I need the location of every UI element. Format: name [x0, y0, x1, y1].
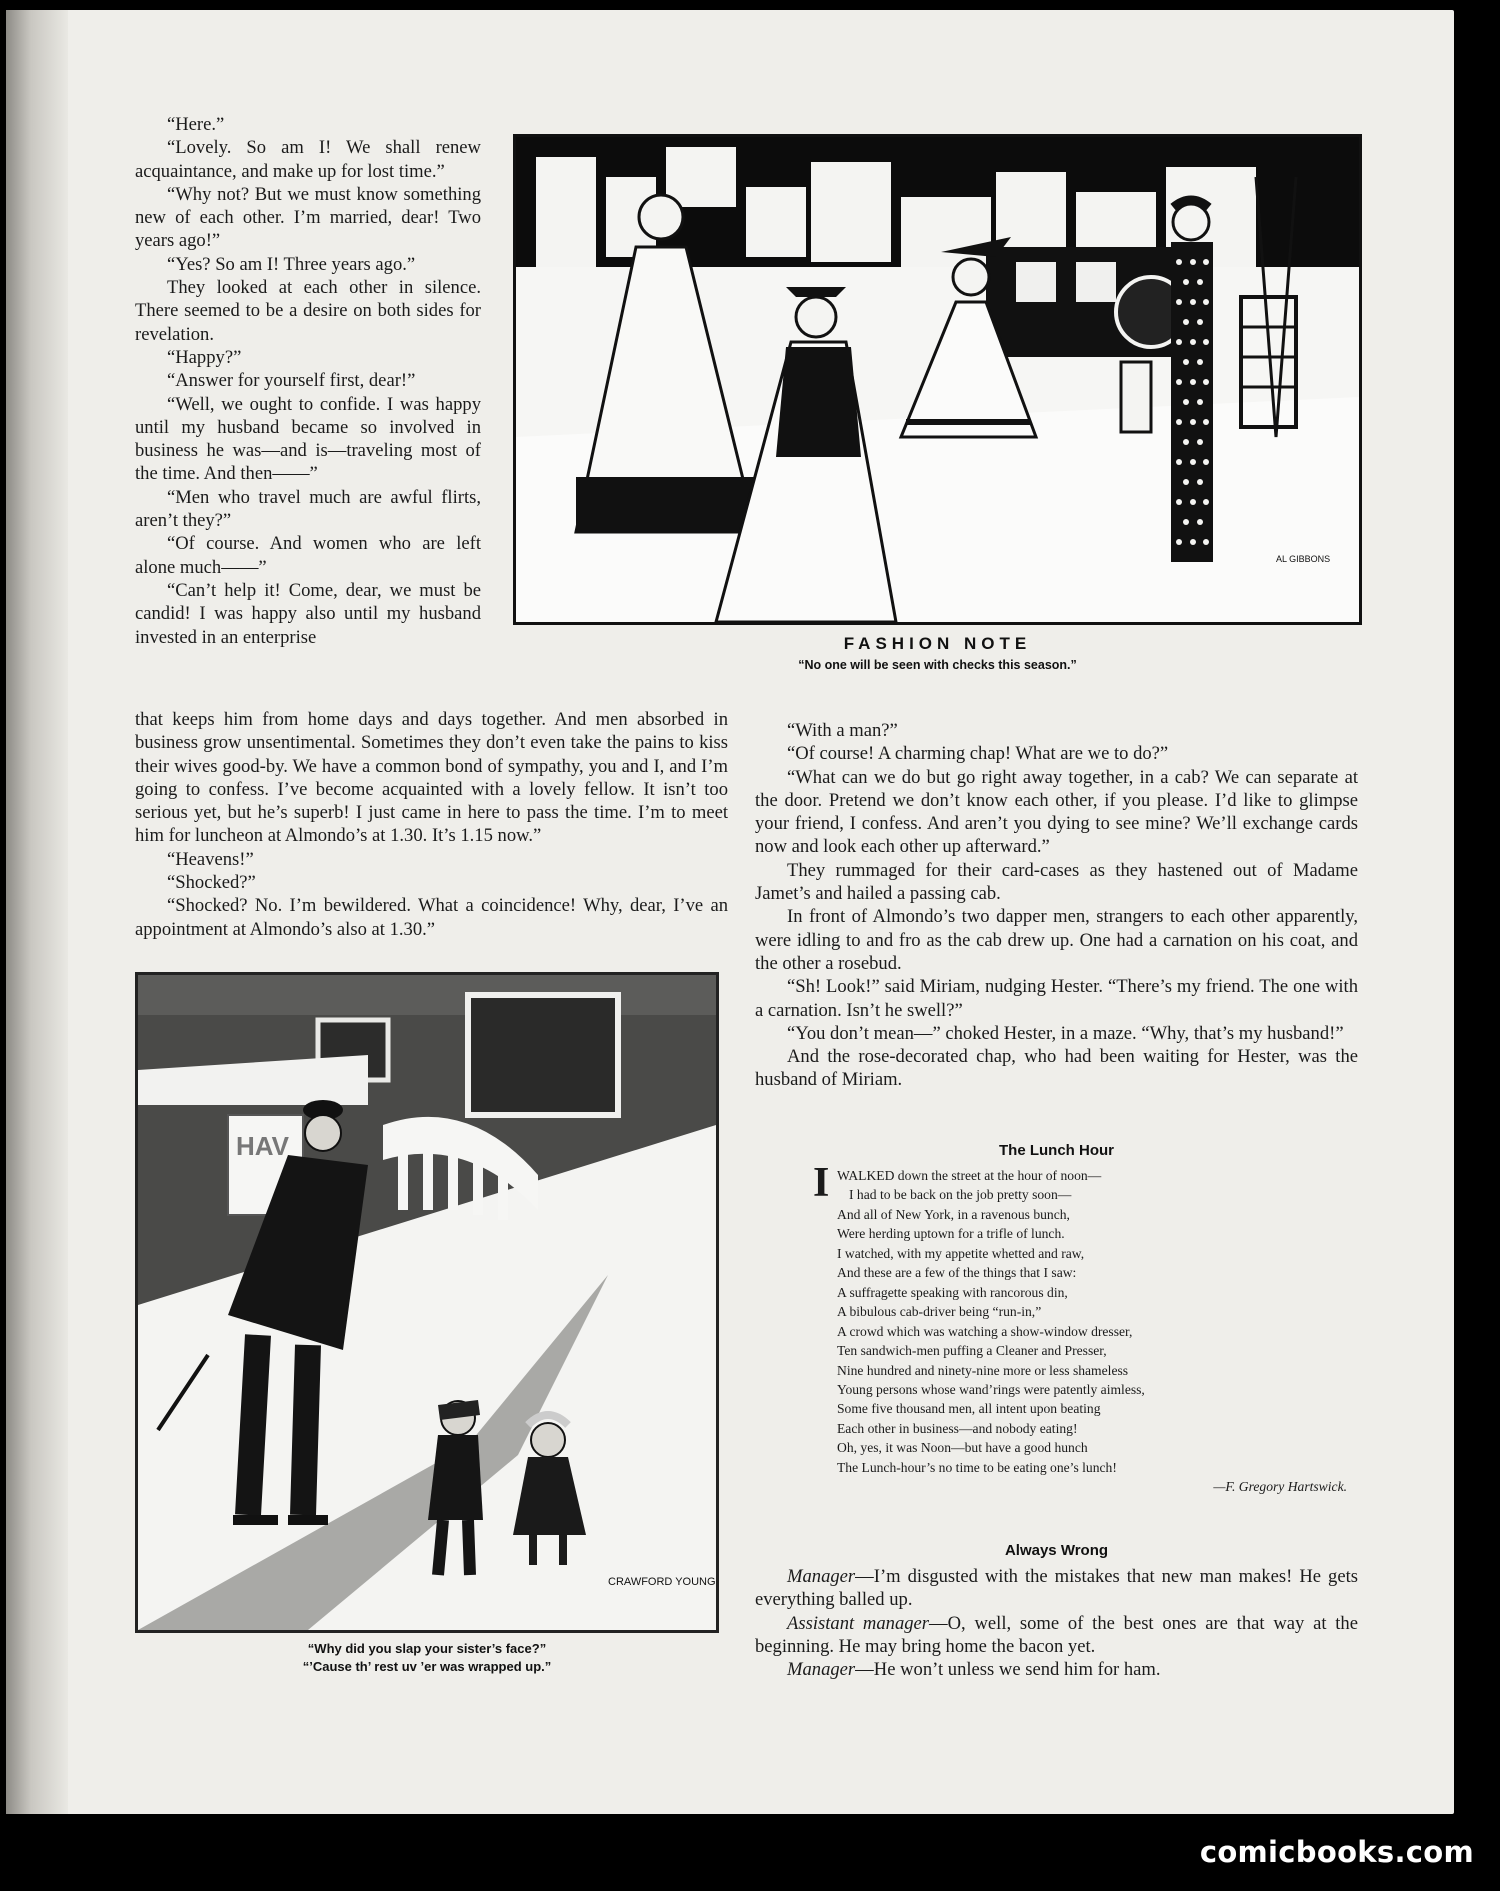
poem-line: A suffragette speaking with rancorous din,: [837, 1284, 1068, 1300]
story-paragraph: “Happy?”: [167, 346, 242, 368]
winter-signature: CRAWFORD YOUNG: [608, 1576, 716, 1588]
story-paragraph: “You don’t mean—” choked Hester, in a maze. “Why, that’s my husband!”: [787, 1022, 1344, 1044]
winter-caption: [135, 1640, 719, 1676]
story-paragraph: “Heavens!”: [167, 848, 254, 870]
story-column-right: [755, 719, 1358, 1092]
poem-line: Were herding uptown for a trifle of lunch.: [837, 1226, 1065, 1242]
poem-line: Ten sandwich-men puffing a Cleaner and Presser,: [837, 1343, 1107, 1359]
wall-sign-text: HAV: [236, 1131, 289, 1161]
winter-illustration: [135, 972, 719, 1633]
poem-line: I had to be back on the job pretty soon—: [849, 1187, 1072, 1203]
story-paragraph: “Yes? So am I! Three years ago.”: [167, 253, 416, 275]
poem-line: I WALKED down the street at the hour of noon—: [813, 1160, 1102, 1206]
story-paragraph: that keeps him from home days and days together. And men absorbed in business grow unsentimental. Sometimes they don’t even take the pains to kiss their wives good-by. We have a common bond of sympathy, you and I, and I’m going to confess. I’ve become acquainted with a lovely fellow. It isn’t too serious yet, but he’s superb! I just came in here to pass the time. I’m to meet him for luncheon at Almondo’s at 1.30. It’s 1.15 now.”: [135, 709, 728, 847]
story-paragraph: “Sh! Look!” said Miriam, nudging Hester. “There’s my friend. The one with a carnation. Isn’t he swell?”: [755, 976, 1358, 1021]
fashion-caption-text: “No one will be seen with checks this season.”: [798, 658, 1077, 672]
fashion-drawing: [516, 137, 1359, 622]
winter-drawing: [138, 975, 716, 1630]
story-paragraph: “Shocked? No. I’m bewildered. What a coincidence! Why, dear, I’ve an appointment at Almondo’s also at 1.30.”: [135, 895, 728, 940]
story-paragraph: “Lovely. So am I! We shall renew acquaintance, and make up for lost time.”: [135, 137, 481, 182]
poem-line: I watched, with my appetite whetted and raw,: [837, 1245, 1085, 1261]
joke-line: Manager—He won’t unless we send him for ham.: [787, 1659, 1161, 1681]
fashion-signature: AL GIBBONS: [1276, 554, 1331, 564]
poem-title: The Lunch Hour: [999, 1142, 1114, 1159]
story-paragraph: They rummaged for their card-cases as they hastened out of Madame Jamet’s and hailed a passing cab.: [755, 859, 1358, 905]
story-paragraph: “With a man?”: [787, 720, 898, 741]
story-paragraph: “Answer for yourself first, dear!”: [167, 370, 416, 392]
story-paragraph: “Shocked?”: [167, 872, 256, 894]
poem-line: Young persons whose wand’rings were patently aimless,: [837, 1381, 1145, 1397]
story-column-left: [135, 113, 481, 649]
joke-line: Assistant manager—O, well, some of the best ones are that way at the beginning. He may bring home the bacon yet.: [755, 1612, 1358, 1657]
fashion-caption-title: FASHION NOTE: [843, 634, 1032, 653]
poem-line: Nine hundred and ninety-nine more or less shameless: [837, 1362, 1129, 1378]
story-paragraph: “Of course! A charming chap! What are we to do?”: [787, 743, 1169, 765]
poem-author: —F. Gregory Hartswick.: [1213, 1479, 1347, 1495]
poem-line: A crowd which was watching a show-window dresser,: [837, 1323, 1133, 1339]
site-watermark: comicbooks.com: [1199, 1835, 1474, 1869]
story-paragraph: “Why not? But we must know something new of each other. I’m married, dear! Two years ago!”: [135, 183, 481, 252]
story-paragraph: “Men who travel much are awful flirts, aren’t they?”: [135, 486, 481, 532]
fashion-illustration: [513, 134, 1362, 625]
poem-line: Some five thousand men, all intent upon beating: [837, 1401, 1101, 1417]
poem-line: Each other in business—and nobody eating!: [837, 1420, 1078, 1436]
joke-text: [755, 1565, 1358, 1681]
story-paragraph: They looked at each other in silence. There seemed to be a desire on both sides for revelation.: [135, 277, 481, 345]
story-paragraph: “Here.”: [167, 114, 225, 135]
story-paragraph: In front of Almondo’s two dapper men, strangers to each other apparently, were idling to and fro as the cab drew up. One had a carnation on his coat, and the other a rosebud.: [755, 906, 1358, 974]
story-paragraph: “What can we do but go right away together, in a cab? We can separate at the door. Pretend we don’t know each other, if you please. I’d like to glimpse your friend, I confess. And aren’t you dying to see mine? We’ll exchange cards now and look each other up afterward.”: [755, 766, 1358, 858]
joke-line: Manager—I’m disgusted with the mistakes that new man makes! He gets everything balled up.: [755, 1566, 1358, 1611]
story-paragraph: “Can’t help it! Come, dear, we must be candid! I was happy also until my husband invested in an enterprise: [135, 579, 481, 648]
poem-dropcap: I: [813, 1160, 830, 1206]
poem-line: And all of New York, in a ravenous bunch,: [837, 1206, 1070, 1222]
joke-title: Always Wrong: [1004, 1542, 1109, 1559]
story-paragraph: And the rose-decorated chap, who had been waiting for Hester, was the husband of Miriam.: [755, 1046, 1358, 1091]
story-paragraph: “Of course. And women who are left alone much——”: [135, 533, 481, 578]
poem: [813, 1160, 1357, 1497]
poem-line: And these are a few of the things that I saw:: [837, 1265, 1077, 1281]
poem-line: A bibulous cab-driver being “run-in,”: [837, 1304, 1042, 1320]
poem-line: Oh, yes, it was Noon—but have a good hunch: [837, 1440, 1088, 1456]
winter-caption-line: “Why did you slap your sister’s face?”: [307, 1641, 547, 1656]
story-column-wide: [135, 708, 728, 941]
page-gutter-shadow: [6, 10, 68, 1814]
winter-caption-line: “’Cause th’ rest uv ’er was wrapped up.”: [302, 1659, 552, 1674]
poem-line: The Lunch-hour’s no time to be eating one’s lunch!: [837, 1459, 1117, 1475]
story-paragraph: “Well, we ought to confide. I was happy until my husband became so involved in business he was—and is—traveling most of the time. And then——”: [135, 393, 481, 485]
